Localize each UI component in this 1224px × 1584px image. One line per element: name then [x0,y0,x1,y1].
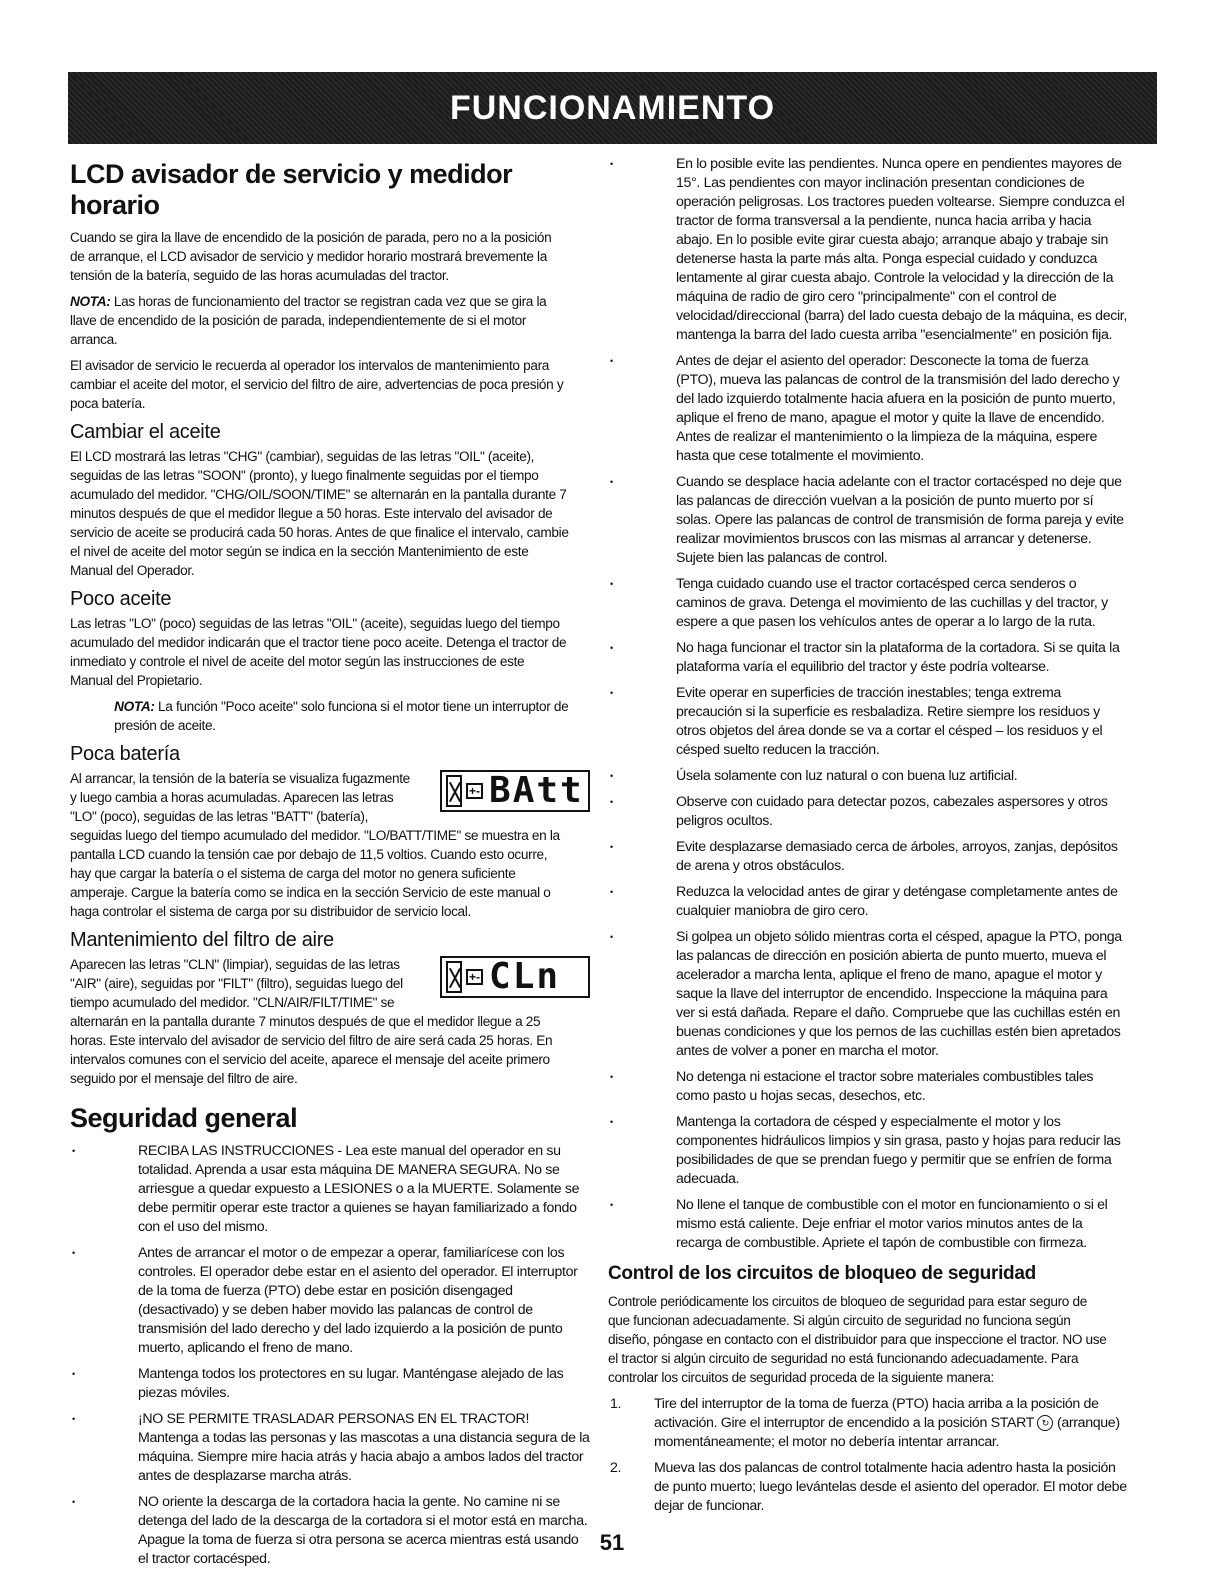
safety-list-right [608,155,1128,1253]
lcd-section-title: LCD avisador de servicio y medidor horario [70,159,513,220]
interlock-title: Control de los circuitos de bloqueo de seguridad [608,1263,1036,1284]
list-item: 2. Mueva las dos palancas de control totalmente hacia adentro hasta la posición de punto muerto; luego levántelas desde el asiento del operador. El motor debe dejar de funcionar. [610,1460,1127,1514]
list-item: • Reduzca la velocidad antes de girar y deténgase completamente antes de cualquier maniobra de giro cero. [608,883,1128,921]
safety-list-left [70,1142,590,1569]
list-item: • RECIBA LAS INSTRUCCIONES - Lea este manual del operador en su totalidad. Aprenda a usar esta máquina DE MANERA SEGURA. No se arriesgue a quedar expuesto a LESIONES o a la MUERTE. Solamente se debe permitir operar este tractor a quienes se hayan familiarizado a fondo con el uso del mismo. [70,1142,590,1237]
low-oil-title: Poco aceite [70,588,172,610]
lcd-paragraph-2: El avisador de servicio le recuerda al operador los intervalos de mantenimiento para cambiar el aceite del motor, el servicio del filtro de aire, advertencias de poca presión y poca batería. [70,358,564,412]
lcd-note [70,293,569,350]
note-label: NOTA: [114,699,155,715]
list-item: • Evite desplazarse demasiado cerca de árboles, arroyos, zanjas, depósitos de arena y otros obstáculos. [608,838,1128,876]
lcd-readout: BAtt [489,770,584,811]
battery-icon: +- [466,969,483,985]
list-item: • NO oriente la descarga de la cortadora hacia la gente. No camine ni se detenga del lado de la descarga de la cortadora si el motor está en marcha. Apague la toma de fuerza si otra persona se acerca mientras está usando el tractor cortacésped. [70,1493,590,1569]
air-filter-text: Aparecen las letras "CLN" (limpiar), seguidas de las letras "AIR" (aire), seguidas por "FILT" (filtro), seguidas luego del tiempo acumulado del medidor. "CLN/AIR/FILT/TIME" se alternarán en la pantalla durante 7 minutos después de que el medidor llegue a 25 horas. Este intervalo del avisador de servicio del filtro de aire será cada 25 horas. En intervalos comunes con el servicio del aceite, aparece el mensaje del aceite primero seguido por el mensaje del filtro de aire. [70,957,553,1087]
left-column [70,155,590,1576]
list-item: • Tenga cuidado cuando use el tractor cortacésped cerca senderos o caminos de grava. Detenga el movimiento de las cuchillas y del tractor, y espere a que pasen los vehículos antes de operar a lo largo de la ruta. [608,575,1128,632]
change-oil-title: Cambiar el aceite [70,421,221,443]
interlock-intro: Controle periódicamente los circuitos de bloqueo de seguridad para estar seguro de que funcionan adecuadamente. Si algún circuito de seguridad no funciona según diseño, póngase en contacto con el distribuidor para que inspeccione el tractor. NO use el tractor si algún circuito de seguridad no está funcionando adecuadamente. Para controlar los circuitos de seguridad proceda de la siguiente manera: [608,1294,1107,1386]
list-item: • Antes de dejar el asiento del operador: Desconecte la toma de fuerza (PTO), mueva las palancas de control de la transmisión del lado derecho y del lado izquierdo totalmente hacia afuera en la posición de punto muerto, aplique el freno de mano, apague el motor y quite la llave de encendido. Antes de realizar el mantenimiento o la limpieza de la máquina, espere hasta que cese totalmente el movimiento. [608,352,1128,466]
low-oil-text: Las letras "LO" (poco) seguidas de las letras "OIL" (aceite), seguidas luego del tiempo acumulado del medidor indicarán que el tractor tiene poco aceite. Detenga el tractor de inmediato y controle el nivel de aceite del motor según las instrucciones de este Manual del Propietario. [70,616,567,689]
list-item: • Observe con cuidado para detectar pozos, cabezales aspersores y otros peligros ocultos. [608,793,1128,831]
start-icon: ↻ [1037,1415,1053,1431]
list-item: • Mantenga todos los protectores en su lugar. Manténgase alejado de las piezas móviles. [70,1365,590,1403]
banner-title: FUNCIONAMIENTO [449,88,776,127]
list-item: • En lo posible evite las pendientes. Nunca opere en pendientes mayores de 15°. Las pendientes con mayor inclinación presentan condiciones de operación peligrosas. Los tractores pueden voltearse. Siempre conduzca el tractor de forma transversal a la pendiente, nunca hacia arriba y hacia abajo. En lo posible evite girar cuesta abajo; arranque abajo y trabaje sin detenerse hasta la parte más alta. Ponga especial cuidado y conduzca lentamente al girar cuesta abajo. Controle la velocidad y la dirección de la máquina de radio de giro cero "principalmente" con el control de velocidad/direccional (barra) del lado cuesta debajo de la máquina, es decir, mantenga la barra del lado cuesta arriba "esencialmente" en posición fija. [608,155,1128,345]
list-item: • Evite operar en superficies de tracción inestables; tenga extrema precaución si la superficie es resbaladiza. Retire siempre los residuos y otros objetos del área donde se va a cortar el césped – los residuos y el césped suelto reducen la tracción. [608,684,1128,760]
lcd-paragraph-1: Cuando se gira la llave de encendido de la posición de parada, pero no a la posición de arranque, el LCD avisador de servicio y medidor horario mostrará brevemente la tensión de la batería, seguido de las horas acumuladas del tractor. [70,230,552,284]
list-item: • No llene el tanque de combustible con el motor en funcionamiento o si el mismo está caliente. Deje enfriar el motor varios minutos antes de la recarga de combustible. Apriete el tapón de combustible con firmeza. [608,1196,1128,1253]
air-filter-title: Mantenimiento del filtro de aire [70,929,334,951]
list-item: • No detenga ni estacione el tractor sobre materiales combustibles tales como pasto u hojas secas, desechos, etc. [608,1068,1128,1106]
list-item: • Cuando se desplace hacia adelante con el tractor cortacésped no deje que las palancas de dirección vuelvan a la posición de punto muerto por sí solas. Opere las palancas de control de transmisión de forma pareja y evite realizar movimientos bruscos con las mismas al arrancar y detenerse. Sujete bien las palancas de control. [608,473,1128,568]
low-battery-text: Al arrancar, la tensión de la batería se visualiza fugazmente y luego cambia a horas acumuladas. Aparecen las letras "LO" (poco), seguidas de las letras "BATT" (batería), seguidas luego del tiempo acumulado del medidor. "LO/BATT/TIME" se muestra en la pantalla LCD cuando la tensión cae por debajo de 11,5 voltios. Cuando esto ocurre, hay que cargar la batería o el sistema de carga del motor no genera suficiente amperaje. Cargue la batería como se indica en la sección Servicio de este manual o haga controlar el sistema de carga por su distribuidor de servicio local. [70,771,560,920]
safety-title: Seguridad general [70,1103,298,1133]
right-column [608,155,1128,1523]
low-oil-note [70,698,569,736]
note-text: La función "Poco aceite" solo funciona si el motor tiene un interruptor de presión de aceite. [114,699,569,734]
interlock-steps [608,1395,1128,1516]
battery-icon: +- [466,783,483,799]
note-text: Las horas de funcionamiento del tractor se registran cada vez que se gira la llave de encendido de la posición de parada, independientemente de si el motor arranca. [70,294,547,348]
lcd-readout: CLn [489,956,561,997]
list-item: 1. Tire del interruptor de la toma de fuerza (PTO) hacia arriba a la posición de activación. Gire el interruptor de encendido a la posición START ↻ (arranque) momentáneamente; el motor no debería intentar arrancar. [610,1396,1120,1450]
change-oil-text: El LCD mostrará las letras "CHG" (cambiar), seguidas de las letras "OIL" (aceite), seguidas de las letras "SOON" (pronto), y luego finalmente seguidas por el tiempo acumulado del medidor. "CHG/OIL/SOON/TIME" se alternarán en la pantalla durante 7 minutos después de que el medidor llegue a 50 horas. Este intervalo del avisador de servicio de aceite se producirá cada 50 horas. Antes de que finalice el intervalo, cambie el nivel de aceite del motor según se indica en la sección Mantenimiento de este Manual del Operador. [70,449,569,579]
list-item: • Úsela solamente con luz natural o con buena luz artificial. [608,767,1128,786]
list-item: • Si golpea un objeto sólido mientras corta el césped, apague la PTO, ponga las palancas de dirección en posición abierta de punto muerto, mueva el acelerador a marcha lenta, aplique el freno de mano, apague el motor y saque la llave del interruptor de encendido. Inspeccione la máquina para ver si está dañada. Repare el daño. Compruebe que las cuchillas estén en buenas condiciones y que los pernos de las cuchillas estén bien apretados antes de volver a poner en marcha el motor. [608,928,1128,1061]
list-item: • Mantenga la cortadora de césped y especialmente el motor y los componentes hidráulicos limpios y sin grasa, pasto y hojas para reducir las posibilidades de que se prendan fuego y permitir que se enfríen de forma adecuada. [608,1113,1128,1189]
list-item: • ¡NO SE PERMITE TRASLADAR PERSONAS EN EL TRACTOR! Mantenga a todas las personas y las mascotas a una distancia segura de la máquina. Siempre mire hacia atrás y hacia abajo a ambos lados del tractor antes de desplazarse marcha atrás. [70,1410,590,1486]
list-item: • Antes de arrancar el motor o de empezar a operar, familiarícese con los controles. El operador debe estar en el asiento del operador. El interruptor de la toma de fuerza (PTO) debe estar en posición disengaged (desactivado) y se deben haber movido las palancas de control de transmisión del lado derecho y del lado izquierdo a la posición de punto muerto, aplicando el freno de mano. [70,1244,590,1358]
section-banner [68,72,1157,144]
low-battery-title: Poca batería [70,743,180,765]
page-number: 51 [599,1530,625,1555]
note-label: NOTA: [70,294,111,310]
list-item: • No haga funcionar el tractor sin la plataforma de la cortadora. Si se quita la plataforma varía el equilibrio del tractor y éste podría voltearse. [608,639,1128,677]
